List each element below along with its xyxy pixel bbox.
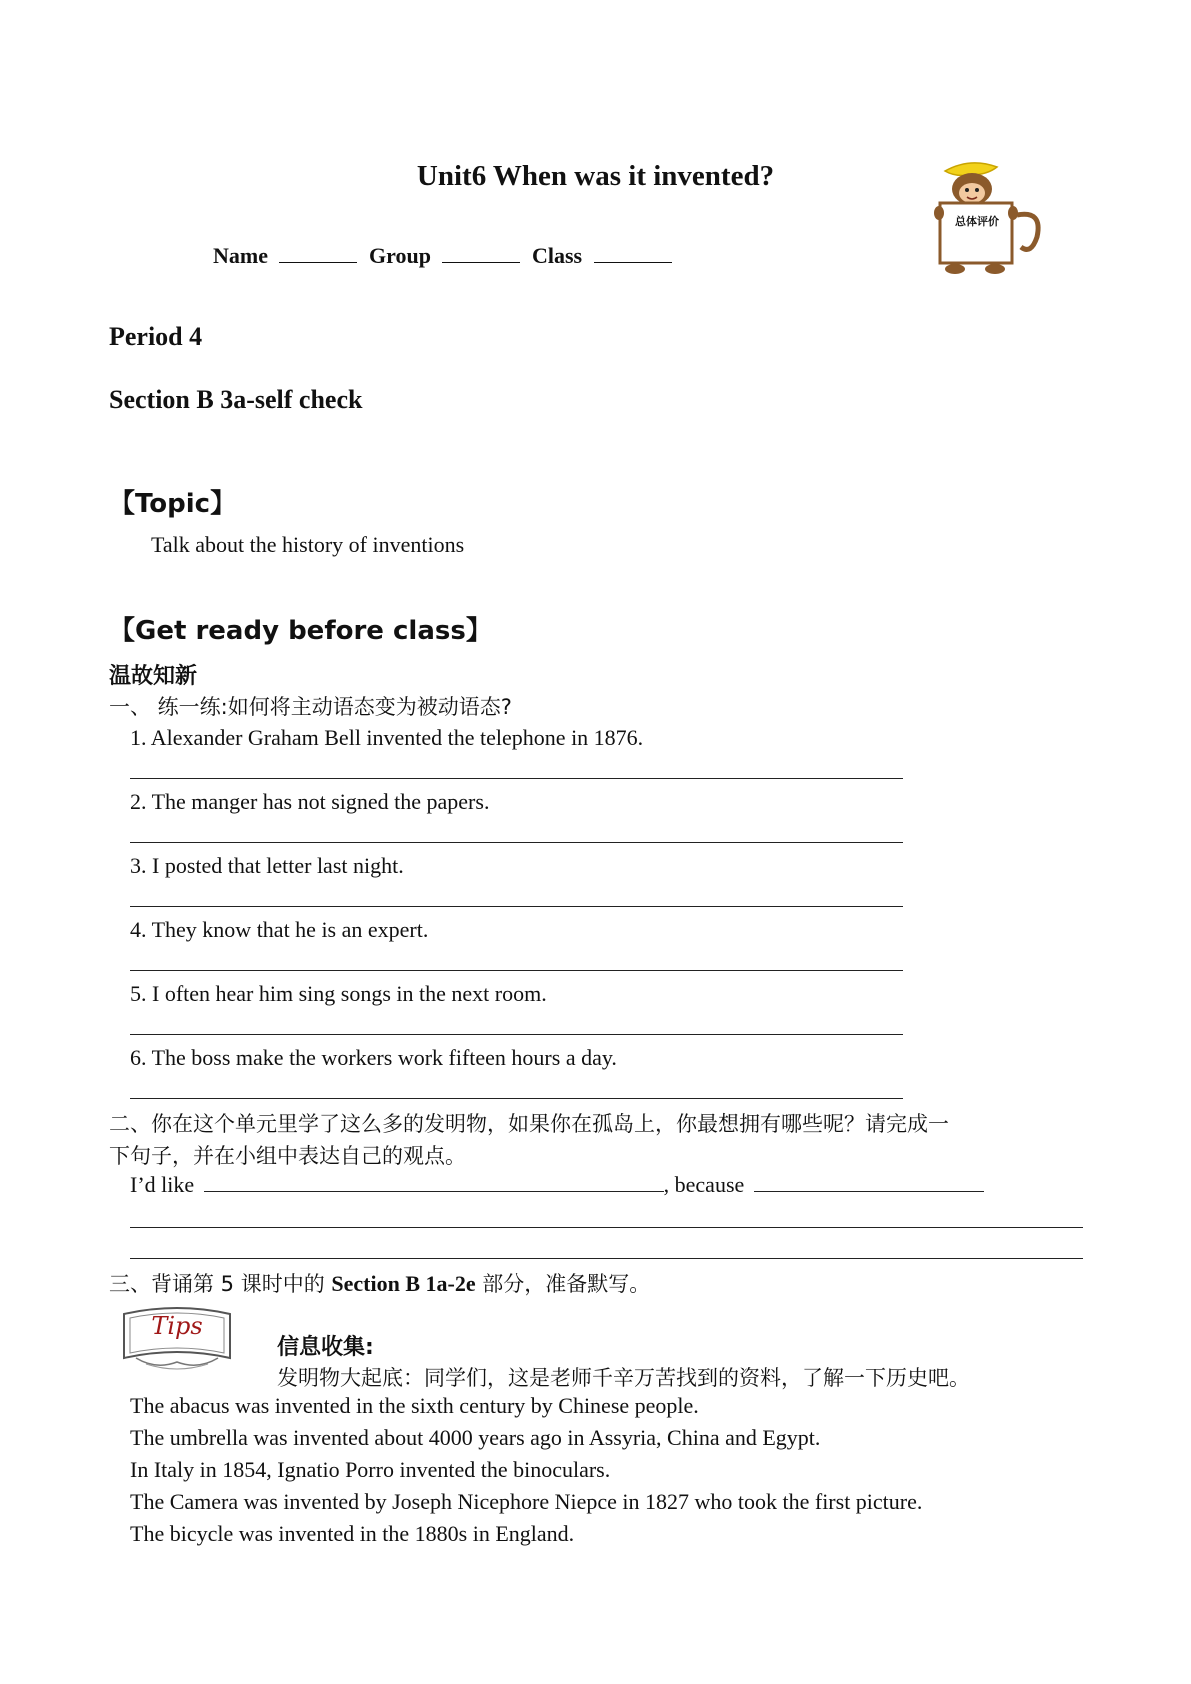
tips-badge — [116, 1302, 238, 1376]
name-blank[interactable] — [279, 246, 357, 263]
answer-line-5[interactable] — [130, 1034, 903, 1035]
question-4: 4. They know that he is an expert. — [130, 917, 429, 942]
class-blank[interactable] — [594, 246, 672, 263]
answer-line-1[interactable] — [130, 778, 903, 779]
part2-answer-line-1[interactable] — [130, 1227, 1083, 1228]
name-group-class-row — [213, 243, 678, 269]
question-6: 6. The boss make the workers work fifteen hours a day. — [130, 1045, 617, 1070]
question-1: 1. Alexander Graham Bell invented the telephone in 1876. — [130, 725, 644, 750]
part3-instruction — [109, 1268, 650, 1298]
part2-instruction-line2: 下句子，并在小组中表达自己的观点。 — [109, 1144, 466, 1168]
fact-2: The umbrella was invented about 4000 years ago in Assyria, China and Egypt. — [130, 1425, 821, 1450]
part2-sentence — [130, 1172, 984, 1198]
sentence-start: I’d like — [130, 1172, 195, 1197]
fact-5: The bicycle was invented in the 1880s in England. — [130, 1521, 575, 1546]
part2-instruction-line1: 二、你在这个单元里学了这么多的发明物，如果你在孤岛上，你最想拥有哪些呢？请完成一 — [109, 1112, 949, 1136]
group-label: Group — [368, 243, 431, 268]
fact-1: The abacus was invented in the sixth century by Chinese people. — [130, 1393, 699, 1418]
part3-suffix: 部分，准备默写。 — [475, 1272, 651, 1296]
section-heading: Section B 3a-self check — [109, 385, 363, 414]
would-like-blank[interactable] — [204, 1173, 664, 1192]
tips-title: 信息收集: — [277, 1335, 374, 1360]
part3-prefix: 三、背诵第 5 课时中的 — [109, 1272, 332, 1296]
part1-instruction: 一、 练一练:如何将主动语态变为被动语态? — [109, 695, 512, 719]
get-ready-heading: 【Get ready before class】 — [109, 616, 492, 646]
answer-line-3[interactable] — [130, 906, 903, 907]
fact-4: The Camera was invented by Joseph Nicephore Niepce in 1827 who took the first picture. — [130, 1489, 923, 1514]
worksheet-title: Unit6 When was it invented? — [416, 160, 775, 192]
monkey-evaluation-badge — [925, 155, 1055, 280]
answer-line-2[interactable] — [130, 842, 903, 843]
answer-line-6[interactable] — [130, 1098, 903, 1099]
review-title: 温故知新 — [109, 664, 198, 689]
class-label: Class — [531, 243, 583, 268]
topic-text: Talk about the history of inventions — [151, 532, 465, 557]
period-heading: Period 4 — [109, 322, 203, 351]
tips-badge-text: Tips — [151, 1312, 203, 1340]
because-blank[interactable] — [754, 1173, 984, 1192]
tips-intro: 发明物大起底：同学们，这是老师千辛万苦找到的资料，了解一下历史吧。 — [277, 1366, 970, 1390]
name-label: Name — [213, 243, 268, 268]
question-5: 5. I often hear him sing songs in the next room. — [130, 981, 547, 1006]
part2-answer-line-2[interactable] — [130, 1258, 1083, 1259]
fact-3: In Italy in 1854, Ignatio Porro invented the binoculars. — [130, 1457, 611, 1482]
topic-heading: 【Topic】 — [109, 489, 237, 519]
part3-bold: Section B 1a-2e — [331, 1271, 476, 1296]
group-blank[interactable] — [442, 246, 520, 263]
badge-text: 总体评价 — [955, 215, 999, 228]
question-2: 2. The manger has not signed the papers. — [130, 789, 490, 814]
question-3: 3. I posted that letter last night. — [130, 853, 404, 878]
sentence-mid: , because — [663, 1172, 745, 1197]
answer-line-4[interactable] — [130, 970, 903, 971]
